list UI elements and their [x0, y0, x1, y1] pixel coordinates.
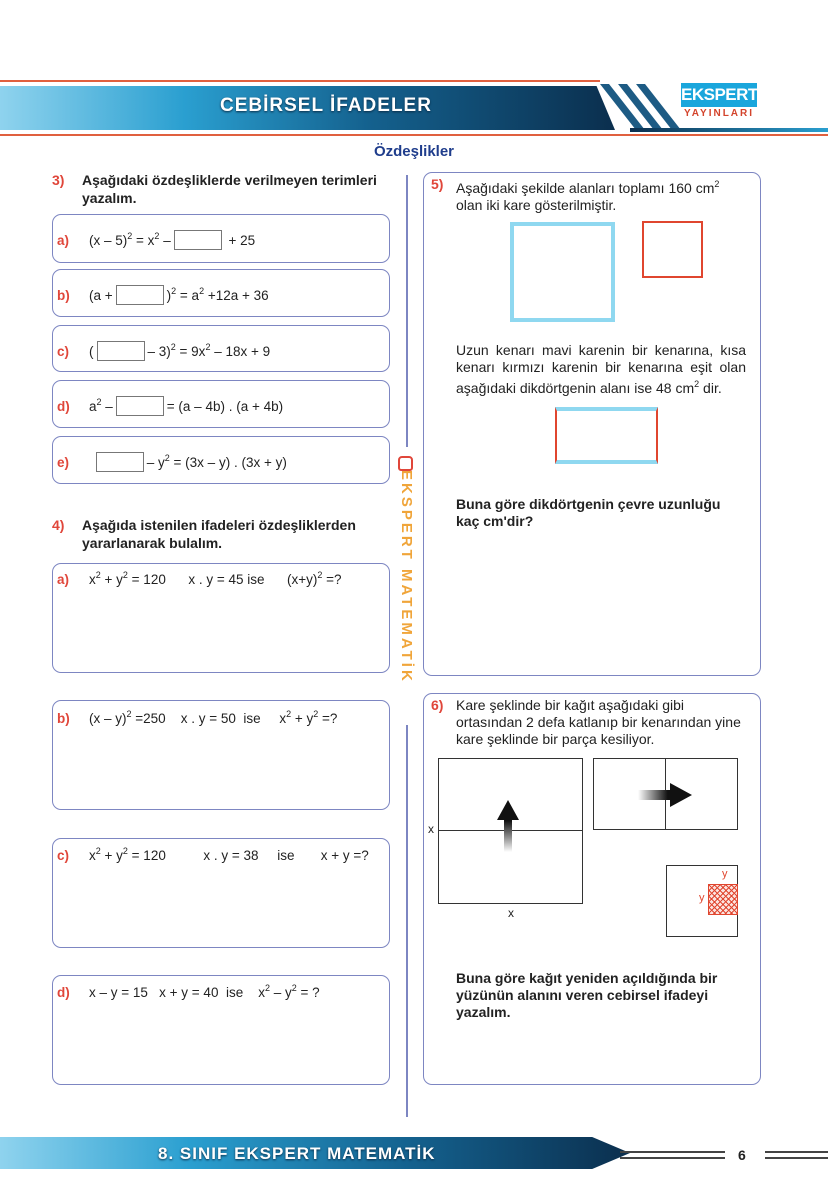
expression-text: = 120 x . y = 45 ise (x+y) [127, 572, 318, 587]
q3-item-a [52, 214, 390, 263]
expression-text: – [101, 399, 113, 414]
expression [89, 233, 255, 248]
expression-text: – y [269, 985, 292, 1000]
item-label: e) [57, 455, 70, 470]
watermark-logo-icon [398, 456, 413, 471]
exponent: 2 [122, 846, 128, 856]
expression-text: (x – 5) [89, 233, 128, 248]
q4-text: Aşağıda istenilen ifadeleri özdeşliklerden yararlanarak bulalım. [82, 517, 356, 551]
expression-text: – [159, 233, 171, 248]
q6-question: Buna göre kağıt yeniden açıldığında bir yüzünün alanını veren cebirsel ifadeyi yazalım. [456, 970, 718, 1020]
expression [89, 288, 269, 303]
q3-text: Aşağıdaki özdeşliklerde verilmeyen terimleri yazalım. [82, 172, 377, 206]
answer-blank[interactable] [97, 341, 145, 361]
exponent: 2 [154, 231, 160, 241]
item-label: a) [57, 233, 70, 248]
expression-text: = ? [296, 985, 320, 1000]
expression-text: =? [322, 572, 342, 587]
exponent: 2 [96, 397, 102, 407]
item-label: b) [57, 288, 70, 303]
exponent: 2 [127, 231, 133, 241]
expression-text: = x [132, 233, 155, 248]
expression-text: ) [166, 288, 172, 303]
exponent: 2 [264, 983, 270, 993]
chapter-title: CEBİRSEL İFADELER [220, 95, 432, 116]
label-x-bottom: x [508, 906, 514, 920]
exponent: 2 [291, 983, 297, 993]
expression-text: x [89, 572, 96, 587]
item-label: c) [57, 344, 70, 359]
expression-text: x – y = 15 x + y = 40 ise x [89, 985, 265, 1000]
header-rule-top [0, 80, 600, 82]
q5-middle [456, 342, 746, 397]
q6-number: 6) [431, 697, 444, 713]
footer-rule [765, 1157, 828, 1159]
q6-intro: Kare şeklinde bir kağıt aşağıdaki gibi ortasından 2 defa katlanıp bir kenarından yine kare şeklinde bir parça kesiliyor. [456, 697, 741, 747]
expression [89, 344, 270, 359]
item-label: c) [57, 848, 70, 863]
answer-blank[interactable] [116, 396, 164, 416]
expression-text: a [89, 399, 97, 414]
q3-prompt [52, 171, 402, 207]
q4-item-b [52, 700, 390, 810]
footer-rule [765, 1151, 828, 1153]
expression-text: = 9x [175, 344, 206, 359]
arrow-up-icon [497, 800, 519, 852]
item-label: a) [57, 572, 70, 587]
exponent: 2 [286, 709, 292, 719]
expression-text: + y [100, 848, 123, 863]
q3-item-b [52, 269, 390, 317]
blue-square [510, 222, 615, 322]
exponent: 2 [694, 379, 700, 389]
expression-text: + 25 [224, 233, 256, 248]
red-square [642, 221, 703, 278]
logo-bottom: YAYINLARI [683, 108, 755, 119]
expression-text [89, 455, 93, 470]
footer-title: 8. SINIF EKSPERT MATEMATİK [158, 1144, 436, 1163]
q5-question: Buna göre dikdörtgenin çevre uzunluğu kaç cm'dir? [456, 496, 721, 529]
q4-item-c [52, 838, 390, 948]
expression-text: +12a + 36 [204, 288, 269, 303]
page-number: 6 [738, 1147, 746, 1163]
cut-square [708, 884, 738, 915]
item-label: b) [57, 711, 70, 726]
label-x-side: x [428, 822, 434, 836]
answer-blank[interactable] [174, 230, 222, 250]
footer-rule [620, 1157, 725, 1159]
expression-text: (a + [89, 288, 113, 303]
expression-text: ( [89, 344, 94, 359]
label-y-side: y [699, 892, 705, 904]
exponent: 2 [171, 286, 177, 296]
expression-text: = (3x – y) . (3x + y) [169, 455, 287, 470]
expression [89, 572, 342, 587]
exponent: 2 [126, 709, 132, 719]
q4-prompt [52, 516, 382, 552]
expression-text: – y [146, 455, 165, 470]
exponent: 2 [95, 846, 101, 856]
publisher-logo [681, 83, 757, 121]
exponent: 2 [95, 570, 101, 580]
q3-item-c [52, 325, 390, 372]
header-accent [630, 128, 828, 132]
exponent: 2 [170, 342, 176, 352]
column-divider-bottom [406, 725, 408, 1117]
expression-text: + y [100, 572, 123, 587]
q4-number: 4) [52, 517, 65, 533]
arrow-right-icon [638, 783, 692, 807]
expression-text: dir. [699, 380, 722, 396]
exponent: 2 [164, 453, 170, 463]
expression-text: + y [291, 711, 314, 726]
logo-top: EKSPERT [681, 83, 757, 107]
exponent: 2 [205, 342, 211, 352]
q5-number: 5) [431, 176, 444, 192]
answer-blank[interactable] [116, 285, 164, 305]
rectangle-figure [555, 407, 658, 464]
expression [89, 985, 320, 1000]
answer-blank[interactable] [96, 452, 144, 472]
item-label: d) [57, 399, 70, 414]
exponent: 2 [317, 570, 323, 580]
item-label: d) [57, 985, 70, 1000]
expression-text: = a [176, 288, 200, 303]
header-stripes [610, 84, 680, 130]
q5-intro [456, 176, 746, 214]
exponent: 2 [122, 570, 128, 580]
expression-text: =250 x . y = 50 ise x [131, 711, 287, 726]
expression-text: – 18x + 9 [210, 344, 271, 359]
expression [89, 399, 283, 414]
header-rule-bottom [0, 134, 828, 136]
q3-item-d [52, 380, 390, 428]
expression [89, 455, 287, 470]
expression-text: Uzun kenarı mavi karenin bir kenarına, kısa kenarı kırmızı karenin bir kenarına eşit olan aşağıdaki dikdörtgenin alanı ise 48 cm [456, 342, 746, 396]
q3-item-e [52, 436, 390, 484]
q3-number: 3) [52, 172, 65, 188]
expression-text: =? [318, 711, 338, 726]
expression-text: x [89, 848, 96, 863]
exponent: 2 [199, 286, 205, 296]
column-divider-top [406, 175, 408, 447]
section-title: Özdeşlikler [373, 143, 455, 160]
expression-text: = 120 x . y = 38 ise x + y =? [127, 848, 369, 863]
expression-text: – 3) [147, 344, 171, 359]
exponent: 2 [714, 179, 720, 189]
expression [89, 711, 337, 726]
q4-item-a [52, 563, 390, 673]
q4-item-d [52, 975, 390, 1085]
expression-text: (x – y) [89, 711, 127, 726]
expression-text: = (a – 4b) . (a + 4b) [166, 399, 284, 414]
expression-text: olan iki kare gösterilmiştir. [456, 197, 617, 213]
expression [89, 848, 369, 863]
exponent: 2 [313, 709, 319, 719]
expression-text: Aşağıdaki şekilde alanları toplamı 160 cm [456, 180, 715, 196]
label-y-top: y [722, 868, 728, 880]
footer-rule [620, 1151, 725, 1153]
watermark-text: EKSPERT MATEMATİK [398, 470, 415, 684]
